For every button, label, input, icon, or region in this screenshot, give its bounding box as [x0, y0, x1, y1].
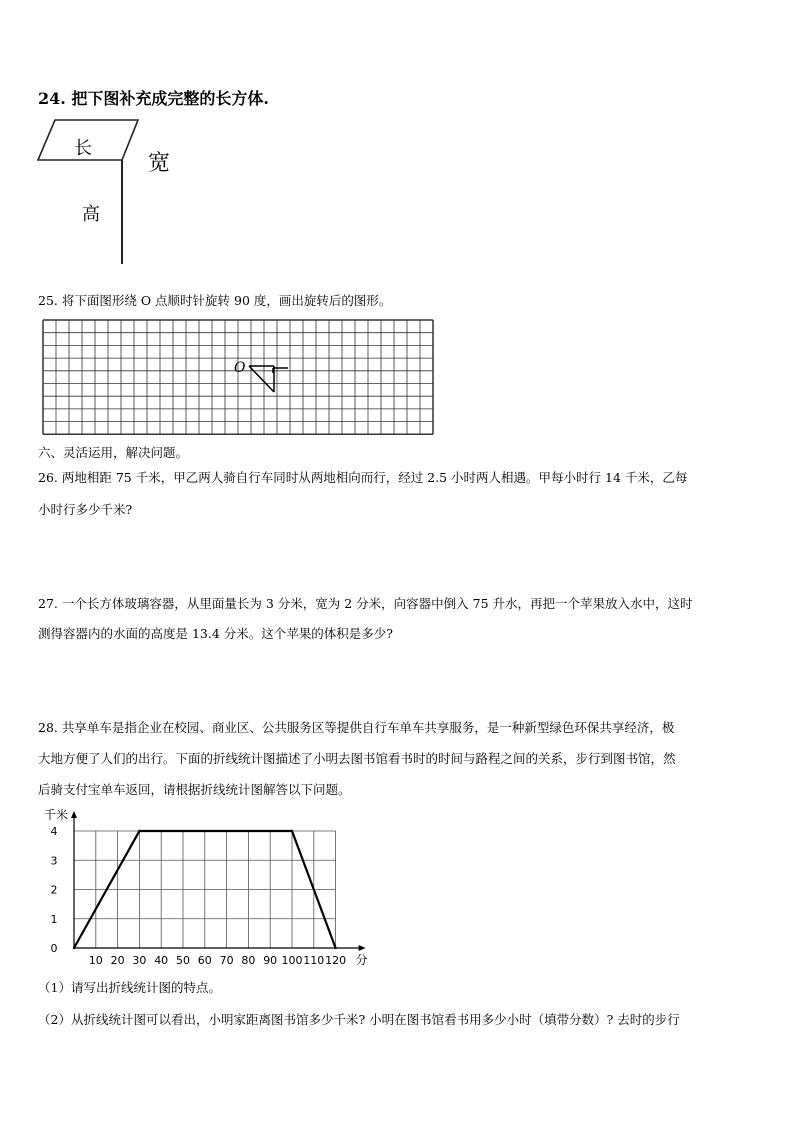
q25-shape-diagonal	[249, 366, 274, 392]
chart-data-point	[138, 830, 140, 832]
q27-line2: 测得容器内的水面的高度是 13.4 分米。这个苹果的体积是多少?	[38, 626, 393, 641]
q27-line1: 27. 一个长方体玻璃容器，从里面量长为 3 分米，宽为 2 分米，向容器中倒入 75 升水，再把一个苹果放入水中，这时	[38, 596, 693, 611]
q24-width-label: 宽	[148, 151, 171, 176]
q24-text: 24. 把下图补充成完整的长方体.	[38, 89, 269, 108]
chart-x-tick-label: 120	[325, 954, 347, 967]
q24-length-label: 长	[74, 138, 92, 159]
chart-data-point	[291, 830, 293, 832]
chart-x-tick-label: 20	[110, 954, 125, 967]
q25-grid	[43, 320, 433, 434]
chart-x-tick-label: 110	[303, 954, 325, 967]
chart-y-tick-label: 4	[50, 825, 58, 838]
chart-y-axis-label: 千米	[43, 808, 69, 822]
chart-y-tick-label: 3	[50, 854, 58, 868]
chart-y-tick-label: 1	[50, 912, 58, 926]
chart-data-point	[73, 947, 75, 949]
q25-text: 25. 将下面图形绕 O 点顺时针旋转 90 度，画出旋转后的图形。	[38, 293, 392, 308]
q28-line3: 后骑支付宝单车返回，请根据折线统计图解答以下问题。	[38, 782, 351, 797]
chart-x-tick-label: 30	[132, 954, 147, 967]
chart-x-axis-label: 分	[355, 953, 368, 967]
chart-y-tick-label: 0	[50, 942, 58, 955]
chart-x-tick-label: 90	[263, 954, 278, 967]
chart-x-tick-label: 80	[241, 954, 256, 967]
chart-x-axis-arrow	[359, 945, 366, 951]
chart-y-tick-label: 2	[50, 883, 58, 897]
chart-x-tick-label: 10	[88, 954, 103, 967]
section6-title: 六、灵活运用，解决问题。	[38, 445, 189, 460]
q25-point-o: O	[234, 360, 246, 376]
q24-figure	[30, 118, 200, 268]
q28-line-chart	[34, 806, 374, 976]
q28-line1: 28. 共享单车是指企业在校园、商业区、公共服务区等提供自行车单车共享服务，是一种新型绿色环保共享经济，极	[38, 720, 675, 735]
q25-grid-figure	[41, 318, 435, 436]
q28-sub1: （1）请写出折线统计图的特点。	[38, 980, 221, 995]
chart-x-tick-label: 50	[176, 954, 190, 967]
chart-data-point	[334, 947, 336, 949]
chart-x-tick-label: 60	[197, 954, 212, 967]
q28-line2: 大地方便了人们的出行。下面的折线统计图描述了小明去图书馆看书时的时间与路程之间的关系，步行到图书馆，然	[38, 751, 676, 766]
chart-x-tick-label: 100	[281, 954, 303, 967]
chart-x-tick-label: 70	[219, 954, 234, 967]
chart-y-axis-arrow	[71, 811, 77, 818]
q26-line1: 26. 两地相距 75 千米，甲乙两人骑自行车同时从两地相向而行，经过 2.5 小时两人相遇。甲每小时行 14 千米，乙每	[38, 470, 688, 485]
q26-line2: 小时行多少千米?	[38, 502, 133, 517]
q24-height-label: 高	[82, 204, 100, 225]
chart-x-tick-label: 40	[154, 954, 169, 967]
q28-sub2: （2）从折线统计图可以看出，小明家距离图书馆多少千米? 小明在图书馆看书用多少小时（填带分数）? 去时的步行	[38, 1012, 680, 1027]
